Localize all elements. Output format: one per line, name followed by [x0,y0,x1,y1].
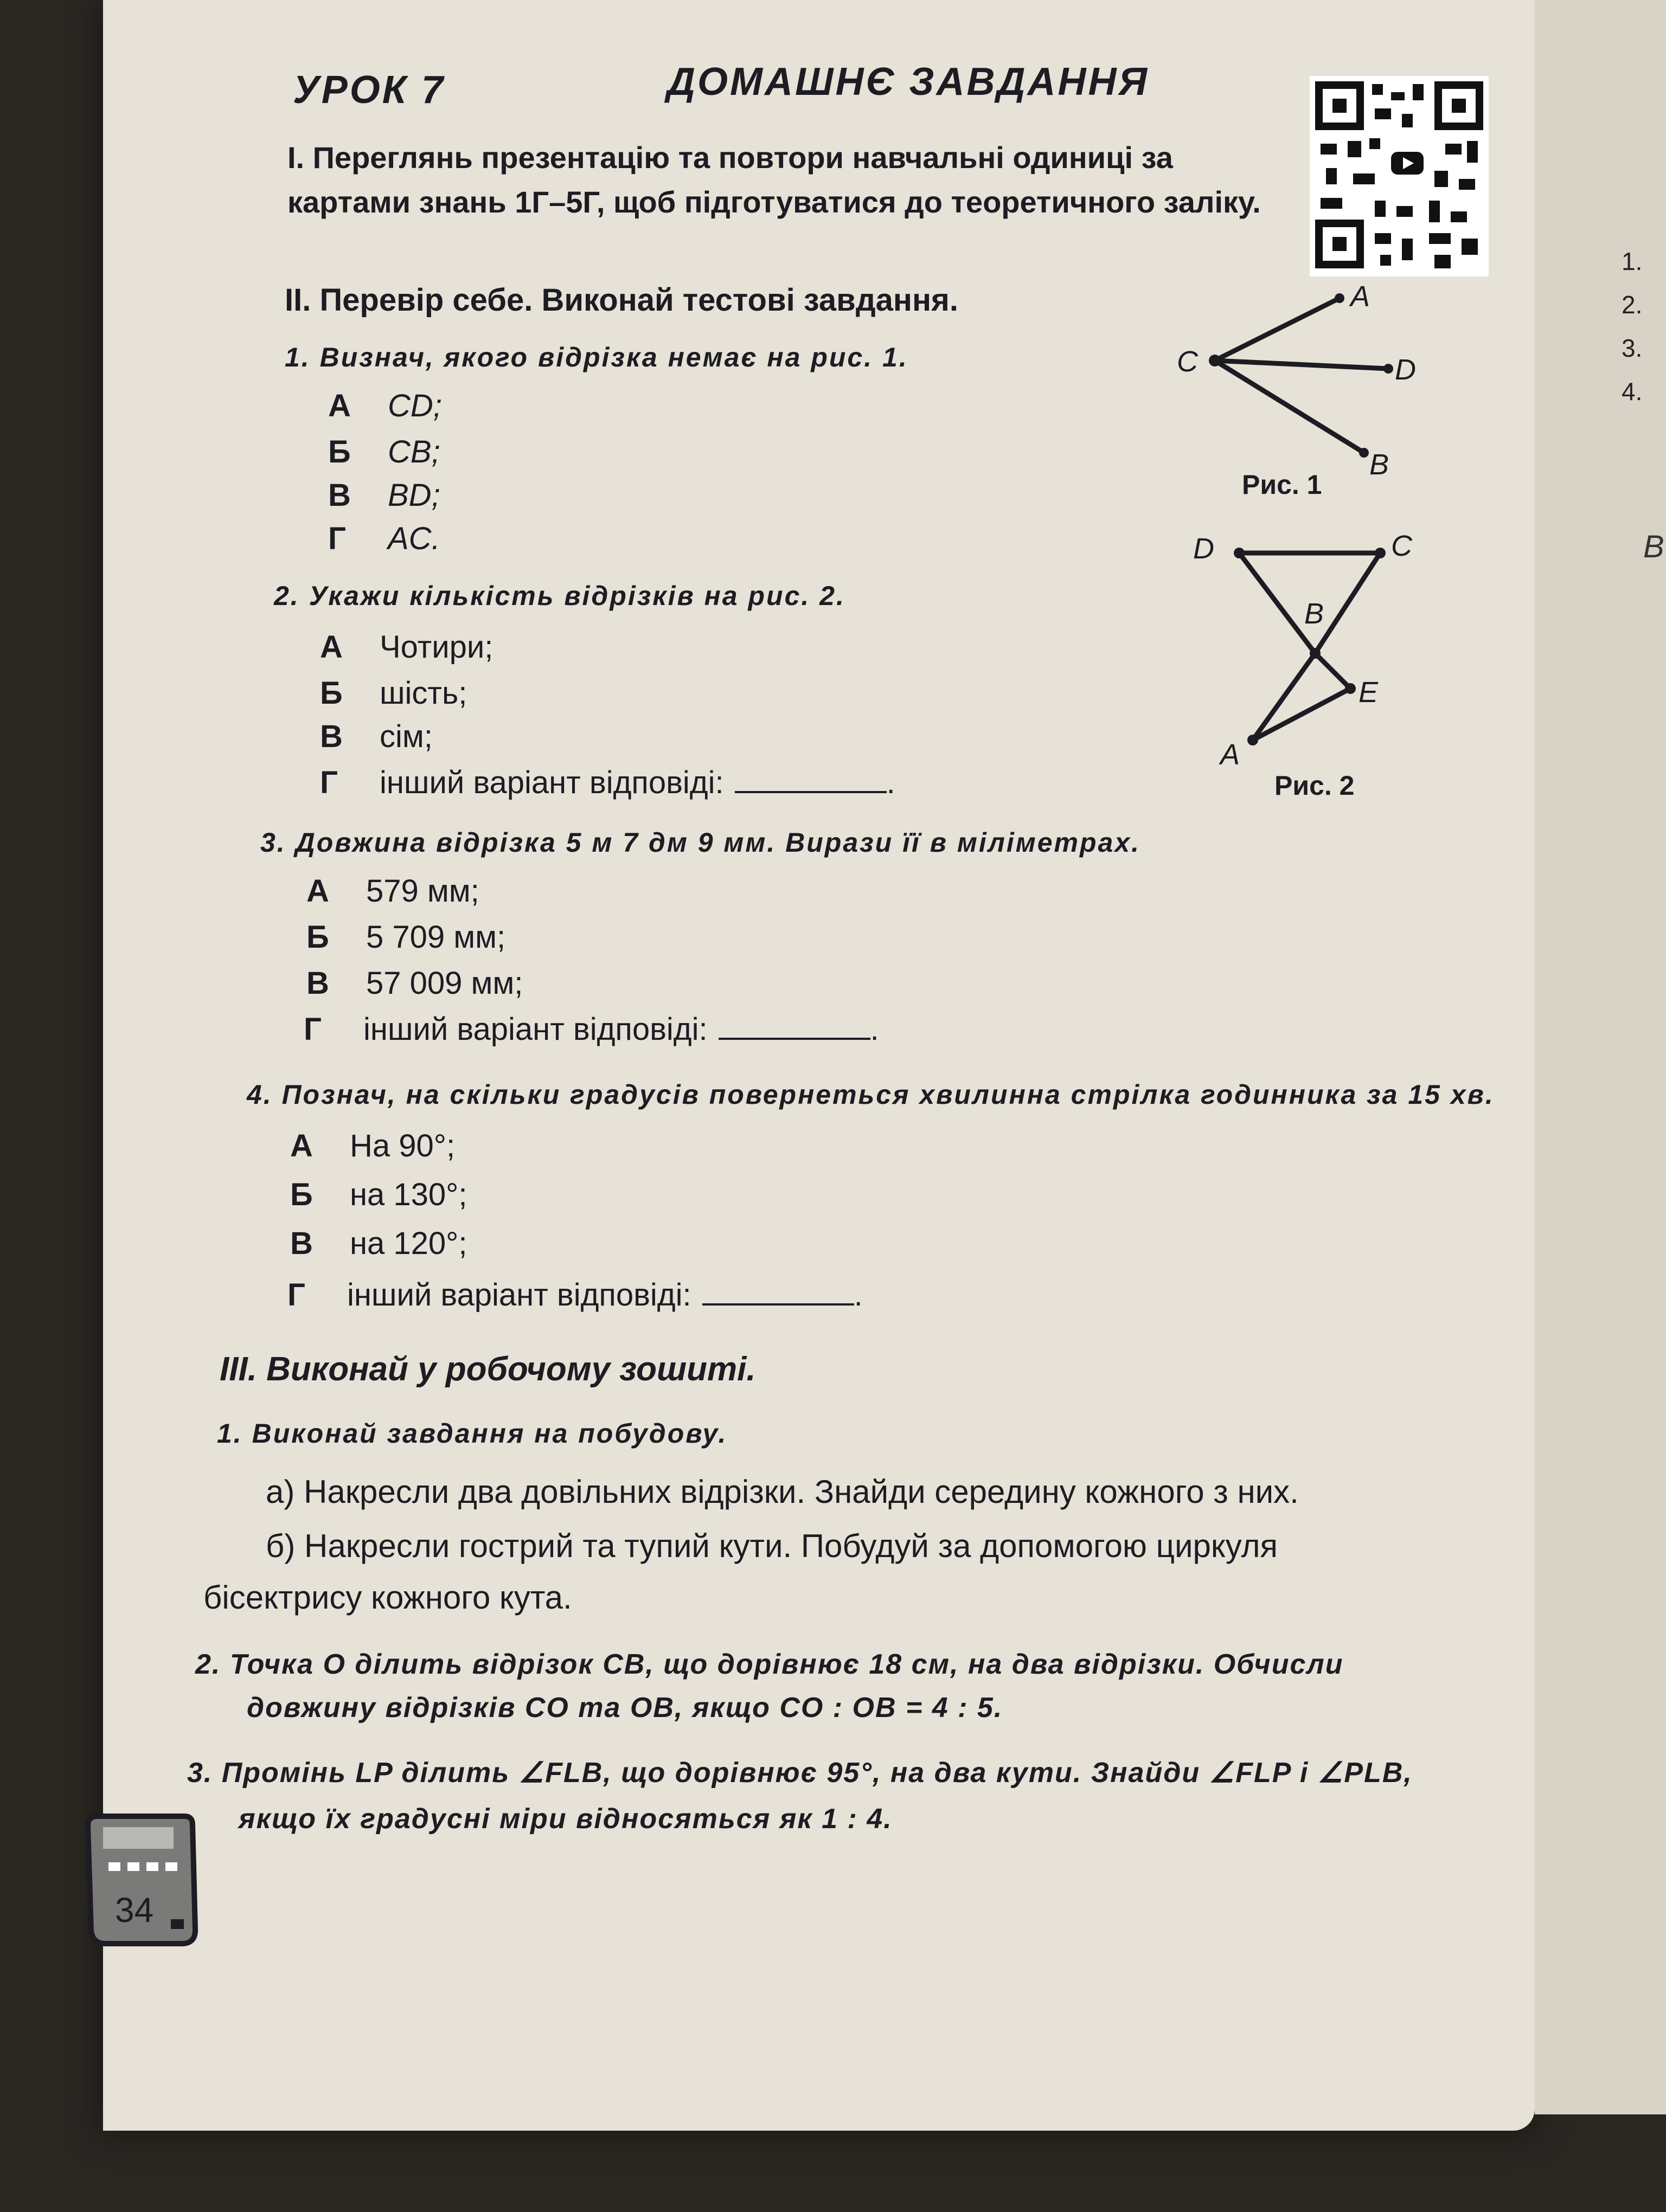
section-2-title: ІІ. Перевір себе. Виконай тестові завдання. [285,282,958,318]
section-1-text: І. Переглянь презентацію та повтори навчальні одиниці за картами знань 1Г–5Г, щоб підготуватися до теоретичного заліку. [287,140,1261,219]
fig2-label-b: B [1304,597,1324,630]
fig1-label-c: C [1177,345,1198,378]
q4-option-d[interactable]: Г інший варіант відповіді: . [287,1277,863,1313]
task-2-line1: 2. Точка O ділить відрізок CB, що дорівнює 18 см, на два відрізки. Обчисли [195,1649,1344,1680]
edge-letter: В [1643,529,1664,564]
task-3-line2: якщо їх градусні міри відносяться як 1 : 4. [239,1803,893,1835]
section-3-title: ІІІ. Виконай у робочому зошиті. [220,1351,756,1388]
fig2-label-a: A [1220,738,1240,771]
fig1-label-b: B [1369,448,1389,481]
task-1b-line1: б) Накресли гострий та тупий кути. Побудуй за допомогою циркуля [266,1528,1278,1564]
task-2-line2: довжину відрізків CO та OB, якщо CO : OB = 4 : 5. [247,1692,1003,1724]
q2-option-d[interactable]: Г інший варіант відповіді: . [320,765,895,800]
q3-option-b[interactable]: Б 5 709 мм; [306,919,506,955]
figure-1-caption: Рис. 1 [1242,470,1322,500]
q2-option-b[interactable]: Б шість; [320,676,467,711]
answer-blank[interactable] [735,769,887,793]
figure-2-caption: Рис. 2 [1274,770,1355,801]
fig1-label-a: A [1350,280,1370,313]
fig2-label-e: E [1359,676,1379,709]
q1-option-a[interactable]: А CD; [328,388,442,423]
fig2-label-d: D [1193,532,1214,565]
answer-blank[interactable] [719,1016,870,1040]
task-1: 1. Виконай завдання на побудову. [217,1418,728,1449]
figure-2-diagram [1182,515,1443,775]
q3-option-a[interactable]: А 579 мм; [306,873,479,909]
fig1-label-d: D [1395,353,1416,386]
q4-option-a[interactable]: А На 90°; [290,1128,456,1163]
calculator-icon [81,1811,201,1952]
question-3: 3. Довжина відрізка 5 м 7 дм 9 мм. Вирази її в міліметрах. [260,827,1141,858]
q1-option-c[interactable]: В BD; [328,478,440,513]
next-page-edge [1535,0,1666,2114]
task-1a: а) Накресли два довільних відрізки. Знайди середину кожного з них. [266,1474,1299,1510]
q2-option-c[interactable]: В сім; [320,719,433,754]
task-3-line1: 3. Промінь LP ділить ∠FLB, що дорівнює 95°, на два кути. Знайди ∠FLP і ∠PLB, [187,1757,1413,1789]
q4-option-b[interactable]: Б на 130°; [290,1177,467,1212]
q2-option-a[interactable]: А Чотири; [320,629,494,665]
figure-1-diagram [1161,271,1432,499]
edge-number: 1. [1622,247,1643,275]
question-1: 1. Визнач, якого відрізка немає на рис. 1. [285,342,908,372]
edge-number: 4. [1622,377,1643,406]
q3-option-c[interactable]: В 57 009 мм; [306,966,523,1001]
question-4: 4. Познач, на скільки градусів повернеться хвилинна стрілка годинника за 15 хв. [247,1079,1495,1110]
edge-number: 3. [1622,334,1643,362]
q4-option-c[interactable]: В на 120°; [290,1226,467,1261]
q3-option-d[interactable]: Г інший варіант відповіді: . [304,1012,879,1047]
edge-number: 2. [1622,291,1643,319]
answer-blank[interactable] [702,1282,854,1306]
qr-code-icon[interactable] [1310,76,1489,276]
q1-option-d[interactable]: Г AC. [328,521,440,556]
page-number: 34 [115,1891,154,1930]
question-2: 2. Укажи кількість відрізків на рис. 2. [274,581,845,611]
q1-option-b[interactable]: Б CB; [328,434,440,470]
lesson-label: УРОК 7 [293,68,446,112]
fig2-label-c: C [1391,530,1412,562]
page-title: ДОМАШНЄ ЗАВДАННЯ [667,60,1149,104]
task-1b-line2: бісектрису кожного кута. [203,1579,572,1616]
